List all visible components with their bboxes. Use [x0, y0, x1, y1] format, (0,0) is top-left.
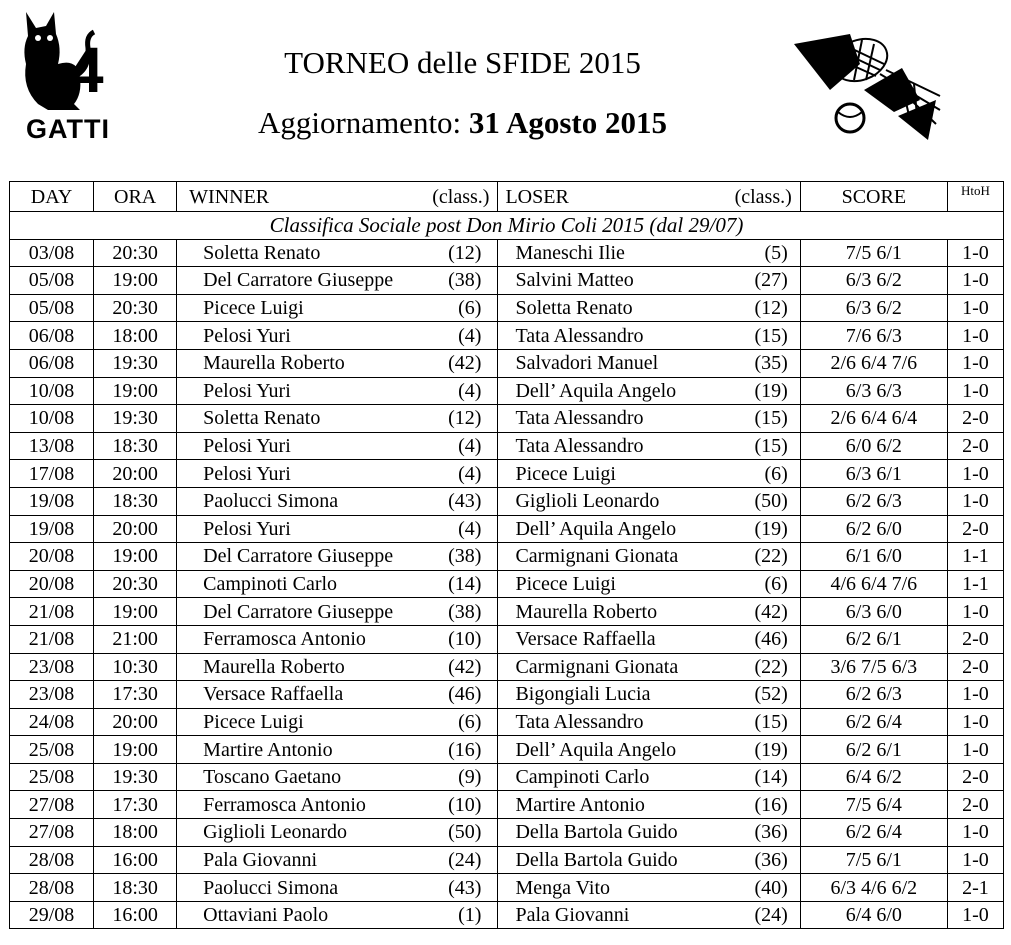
winner-ranking: (43) — [399, 874, 498, 902]
head-to-head: 1-0 — [947, 819, 1003, 847]
winner-name: Del Carratore Giuseppe — [177, 598, 400, 626]
match-time: 10:30 — [94, 653, 177, 681]
col-day: DAY — [10, 182, 94, 212]
match-day: 19/08 — [10, 487, 94, 515]
match-score: 2/6 6/4 6/4 — [800, 405, 947, 433]
match-day: 27/08 — [10, 819, 94, 847]
loser-ranking: (15) — [702, 405, 801, 433]
head-to-head: 1-0 — [947, 598, 1003, 626]
results-table — [9, 181, 1004, 929]
loser-name: Menga Vito — [498, 874, 702, 902]
winner-name: Toscano Gaetano — [177, 763, 400, 791]
loser-ranking: (40) — [702, 874, 801, 902]
club-logo — [18, 8, 118, 143]
match-score: 6/2 6/0 — [800, 515, 947, 543]
match-day: 20/08 — [10, 570, 94, 598]
page-title: TORNEO delle SFIDE 2015 — [284, 45, 641, 80]
loser-name: Della Bartola Guido — [498, 819, 702, 847]
match-score: 6/3 6/2 — [800, 267, 947, 295]
match-score: 6/3 6/3 — [800, 377, 947, 405]
match-score: 6/2 6/4 — [800, 708, 947, 736]
match-time: 20:00 — [94, 460, 177, 488]
table-row — [10, 874, 1004, 902]
winner-name: Soletta Renato — [177, 405, 400, 433]
winner-ranking: (38) — [399, 267, 498, 295]
loser-ranking: (19) — [702, 515, 801, 543]
table-row — [10, 681, 1004, 709]
match-score: 6/2 6/3 — [800, 681, 947, 709]
loser-name: Dell’ Aquila Angelo — [498, 515, 702, 543]
loser-name: Salvini Matteo — [498, 267, 702, 295]
col-winner-class: (class.) — [399, 182, 498, 212]
head-to-head: 2-0 — [947, 791, 1003, 819]
tennis-logo — [790, 30, 950, 155]
col-loser-class: (class.) — [702, 182, 801, 212]
loser-name: Salvadori Manuel — [498, 349, 702, 377]
winner-ranking: (43) — [399, 487, 498, 515]
winner-name: Soletta Renato — [177, 239, 400, 267]
table-row — [10, 432, 1004, 460]
match-day: 21/08 — [10, 625, 94, 653]
loser-name: Versace Raffaella — [498, 625, 702, 653]
winner-name: Versace Raffaella — [177, 681, 400, 709]
col-htoh: HtoH — [947, 182, 1003, 212]
match-time: 20:00 — [94, 515, 177, 543]
table-row — [10, 322, 1004, 350]
winner-ranking: (38) — [399, 598, 498, 626]
match-day: 17/08 — [10, 460, 94, 488]
head-to-head: 1-0 — [947, 487, 1003, 515]
match-day: 03/08 — [10, 239, 94, 267]
match-time: 20:30 — [94, 239, 177, 267]
match-score: 7/6 6/3 — [800, 322, 947, 350]
ranking-subtitle: Classifica Sociale post Don Mirio Coli 2015 (dal 29/07) — [10, 212, 1004, 240]
match-day: 20/08 — [10, 543, 94, 571]
loser-name: Dell’ Aquila Angelo — [498, 377, 702, 405]
col-winner: WINNER — [177, 182, 400, 212]
winner-name: Giglioli Leonardo — [177, 819, 400, 847]
winner-name: Pelosi Yuri — [177, 460, 400, 488]
update-line — [230, 105, 695, 141]
match-time: 19:30 — [94, 763, 177, 791]
winner-ranking: (10) — [399, 791, 498, 819]
table-row — [10, 460, 1004, 488]
match-day: 10/08 — [10, 405, 94, 433]
col-ora: ORA — [94, 182, 177, 212]
match-score: 4/6 6/4 7/6 — [800, 570, 947, 598]
winner-ranking: (6) — [399, 294, 498, 322]
match-time: 19:30 — [94, 405, 177, 433]
match-time: 18:30 — [94, 487, 177, 515]
winner-ranking: (12) — [399, 239, 498, 267]
winner-ranking: (24) — [399, 846, 498, 874]
table-row — [10, 405, 1004, 433]
table-row — [10, 819, 1004, 847]
head-to-head: 1-0 — [947, 901, 1003, 929]
winner-name: Martire Antonio — [177, 736, 400, 764]
match-time: 19:00 — [94, 598, 177, 626]
loser-name: Picece Luigi — [498, 460, 702, 488]
winner-ranking: (38) — [399, 543, 498, 571]
update-label: Aggiornamento: — [257, 105, 462, 140]
table-row — [10, 515, 1004, 543]
winner-ranking: (16) — [399, 736, 498, 764]
loser-ranking: (35) — [702, 349, 801, 377]
loser-ranking: (15) — [702, 708, 801, 736]
table-row — [10, 294, 1004, 322]
match-day: 06/08 — [10, 322, 94, 350]
loser-name: Tata Alessandro — [498, 432, 702, 460]
match-time: 20:30 — [94, 570, 177, 598]
loser-ranking: (16) — [702, 791, 801, 819]
match-score: 6/4 6/2 — [800, 763, 947, 791]
table-row — [10, 349, 1004, 377]
table-row — [10, 543, 1004, 571]
winner-name: Pelosi Yuri — [177, 432, 400, 460]
match-score: 7/5 6/1 — [800, 846, 947, 874]
match-time: 19:00 — [94, 267, 177, 295]
winner-ranking: (10) — [399, 625, 498, 653]
match-day: 25/08 — [10, 736, 94, 764]
logo-number: 4 — [68, 34, 104, 106]
loser-ranking: (27) — [702, 267, 801, 295]
loser-ranking: (6) — [702, 460, 801, 488]
subtitle-row — [10, 212, 1004, 240]
head-to-head: 2-0 — [947, 763, 1003, 791]
match-score: 6/2 6/1 — [800, 736, 947, 764]
head-to-head: 1-0 — [947, 349, 1003, 377]
match-time: 16:00 — [94, 846, 177, 874]
winner-ranking: (4) — [399, 322, 498, 350]
winner-name: Pelosi Yuri — [177, 322, 400, 350]
table-row — [10, 487, 1004, 515]
winner-name: Maurella Roberto — [177, 653, 400, 681]
loser-name: Maneschi Ilie — [498, 239, 702, 267]
col-loser: LOSER — [498, 182, 702, 212]
head-to-head: 1-1 — [947, 570, 1003, 598]
table-row — [10, 763, 1004, 791]
winner-name: Maurella Roberto — [177, 349, 400, 377]
table-row — [10, 625, 1004, 653]
loser-ranking: (15) — [702, 322, 801, 350]
winner-name: Pelosi Yuri — [177, 515, 400, 543]
winner-ranking: (1) — [399, 901, 498, 929]
loser-ranking: (46) — [702, 625, 801, 653]
match-day: 27/08 — [10, 791, 94, 819]
table-header-row — [10, 182, 1004, 212]
match-time: 18:30 — [94, 432, 177, 460]
match-score: 7/5 6/4 — [800, 791, 947, 819]
head-to-head: 2-0 — [947, 625, 1003, 653]
head-to-head: 1-0 — [947, 322, 1003, 350]
match-score: 6/3 6/2 — [800, 294, 947, 322]
match-day: 24/08 — [10, 708, 94, 736]
table-row — [10, 267, 1004, 295]
head-to-head: 1-1 — [947, 543, 1003, 571]
loser-ranking: (14) — [702, 763, 801, 791]
match-time: 18:30 — [94, 874, 177, 902]
loser-ranking: (19) — [702, 736, 801, 764]
match-time: 21:00 — [94, 625, 177, 653]
winner-ranking: (4) — [399, 377, 498, 405]
head-to-head: 1-0 — [947, 239, 1003, 267]
loser-name: Picece Luigi — [498, 570, 702, 598]
loser-ranking: (6) — [702, 570, 801, 598]
winner-name: Picece Luigi — [177, 708, 400, 736]
loser-ranking: (36) — [702, 846, 801, 874]
match-score: 6/3 6/0 — [800, 598, 947, 626]
winner-ranking: (14) — [399, 570, 498, 598]
match-day: 23/08 — [10, 681, 94, 709]
match-score: 6/2 6/4 — [800, 819, 947, 847]
winner-ranking: (4) — [399, 460, 498, 488]
match-score: 3/6 7/5 6/3 — [800, 653, 947, 681]
match-score: 6/2 6/3 — [800, 487, 947, 515]
winner-name: Campinoti Carlo — [177, 570, 400, 598]
match-score: 6/1 6/0 — [800, 543, 947, 571]
logo-text: GATTI — [26, 114, 110, 144]
winner-name: Pala Giovanni — [177, 846, 400, 874]
loser-ranking: (42) — [702, 598, 801, 626]
col-score: SCORE — [800, 182, 947, 212]
loser-name: Carmignani Gionata — [498, 653, 702, 681]
loser-name: Tata Alessandro — [498, 405, 702, 433]
head-to-head: 1-0 — [947, 846, 1003, 874]
loser-name: Campinoti Carlo — [498, 763, 702, 791]
table-row — [10, 377, 1004, 405]
winner-name: Del Carratore Giuseppe — [177, 267, 400, 295]
loser-ranking: (22) — [702, 543, 801, 571]
loser-ranking: (50) — [702, 487, 801, 515]
match-score: 6/3 4/6 6/2 — [800, 874, 947, 902]
winner-ranking: (42) — [399, 653, 498, 681]
winner-name: Picece Luigi — [177, 294, 400, 322]
match-time: 19:00 — [94, 736, 177, 764]
loser-name: Soletta Renato — [498, 294, 702, 322]
loser-ranking: (36) — [702, 819, 801, 847]
loser-name: Dell’ Aquila Angelo — [498, 736, 702, 764]
table-row — [10, 570, 1004, 598]
match-time: 19:30 — [94, 349, 177, 377]
loser-ranking: (22) — [702, 653, 801, 681]
winner-name: Ferramosca Antonio — [177, 791, 400, 819]
winner-ranking: (4) — [399, 432, 498, 460]
loser-name: Tata Alessandro — [498, 708, 702, 736]
table-row — [10, 901, 1004, 929]
match-time: 18:00 — [94, 322, 177, 350]
match-time: 17:30 — [94, 791, 177, 819]
winner-name: Ottaviani Paolo — [177, 901, 400, 929]
loser-name: Carmignani Gionata — [498, 543, 702, 571]
tennis-racket-icon — [790, 30, 950, 155]
match-day: 13/08 — [10, 432, 94, 460]
head-to-head: 2-1 — [947, 874, 1003, 902]
table-row — [10, 239, 1004, 267]
head-to-head: 2-0 — [947, 515, 1003, 543]
winner-ranking: (9) — [399, 763, 498, 791]
head-to-head: 1-0 — [947, 377, 1003, 405]
match-day: 05/08 — [10, 294, 94, 322]
winner-ranking: (46) — [399, 681, 498, 709]
winner-ranking: (4) — [399, 515, 498, 543]
loser-name: Martire Antonio — [498, 791, 702, 819]
head-to-head: 1-0 — [947, 294, 1003, 322]
winner-name: Pelosi Yuri — [177, 377, 400, 405]
winner-ranking: (6) — [399, 708, 498, 736]
loser-name: Della Bartola Guido — [498, 846, 702, 874]
match-score: 2/6 6/4 7/6 — [800, 349, 947, 377]
match-time: 18:00 — [94, 819, 177, 847]
winner-name: Paolucci Simona — [177, 874, 400, 902]
match-day: 21/08 — [10, 598, 94, 626]
loser-ranking: (12) — [702, 294, 801, 322]
loser-ranking: (52) — [702, 681, 801, 709]
loser-ranking: (15) — [702, 432, 801, 460]
loser-name: Maurella Roberto — [498, 598, 702, 626]
match-score: 6/2 6/1 — [800, 625, 947, 653]
table-row — [10, 846, 1004, 874]
match-time: 16:00 — [94, 901, 177, 929]
match-day: 19/08 — [10, 515, 94, 543]
loser-ranking: (24) — [702, 901, 801, 929]
match-time: 19:00 — [94, 543, 177, 571]
table-row — [10, 791, 1004, 819]
table-row — [10, 736, 1004, 764]
loser-ranking: (19) — [702, 377, 801, 405]
match-day: 28/08 — [10, 846, 94, 874]
winner-ranking: (12) — [399, 405, 498, 433]
match-day: 06/08 — [10, 349, 94, 377]
head-to-head: 2-0 — [947, 405, 1003, 433]
loser-name: Pala Giovanni — [498, 901, 702, 929]
winner-name: Del Carratore Giuseppe — [177, 543, 400, 571]
match-score: 6/4 6/0 — [800, 901, 947, 929]
match-time: 17:30 — [94, 681, 177, 709]
table-row — [10, 598, 1004, 626]
loser-name: Giglioli Leonardo — [498, 487, 702, 515]
match-score: 6/0 6/2 — [800, 432, 947, 460]
match-score: 6/3 6/1 — [800, 460, 947, 488]
loser-name: Tata Alessandro — [498, 322, 702, 350]
match-time: 19:00 — [94, 377, 177, 405]
match-day: 05/08 — [10, 267, 94, 295]
loser-ranking: (5) — [702, 239, 801, 267]
head-to-head: 1-0 — [947, 460, 1003, 488]
head-to-head: 2-0 — [947, 432, 1003, 460]
match-score: 7/5 6/1 — [800, 239, 947, 267]
winner-name: Ferramosca Antonio — [177, 625, 400, 653]
head-to-head: 2-0 — [947, 653, 1003, 681]
match-day: 28/08 — [10, 874, 94, 902]
match-day: 23/08 — [10, 653, 94, 681]
winner-ranking: (42) — [399, 349, 498, 377]
loser-name: Bigongiali Lucia — [498, 681, 702, 709]
head-to-head: 1-0 — [947, 681, 1003, 709]
update-date: 31 Agosto 2015 — [468, 105, 667, 140]
winner-ranking: (50) — [399, 819, 498, 847]
match-time: 20:30 — [94, 294, 177, 322]
table-row — [10, 708, 1004, 736]
table-row — [10, 653, 1004, 681]
match-day: 29/08 — [10, 901, 94, 929]
match-day: 25/08 — [10, 763, 94, 791]
match-time: 20:00 — [94, 708, 177, 736]
head-to-head: 1-0 — [947, 267, 1003, 295]
match-day: 10/08 — [10, 377, 94, 405]
winner-name: Paolucci Simona — [177, 487, 400, 515]
head-to-head: 1-0 — [947, 736, 1003, 764]
head-to-head: 1-0 — [947, 708, 1003, 736]
